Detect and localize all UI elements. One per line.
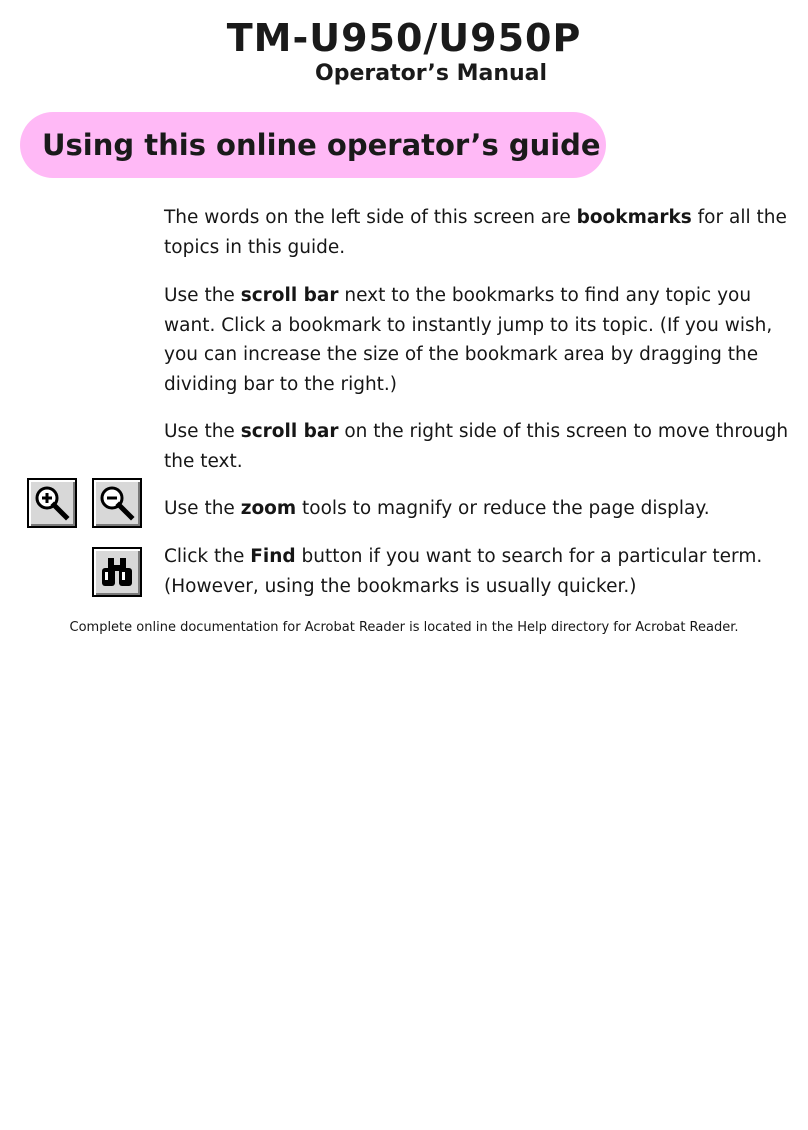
zoom-out-button[interactable] <box>92 478 142 528</box>
find-paragraph <box>164 542 794 601</box>
find-term: Find <box>250 546 296 567</box>
zoom-out-icon <box>98 484 136 522</box>
paragraph-text: Use the <box>164 285 241 306</box>
bookmarks-term: bookmarks <box>576 207 692 228</box>
scroll-bar-term: scroll bar <box>240 421 339 442</box>
paragraph-text: for all the topics in this guide. <box>164 207 787 258</box>
section-banner <box>20 112 606 178</box>
paragraph-text: next to the bookmarks to find any topic you want. Click a bookmark to instantly jump to its topic. (If you wish, you can increase the size of the bookmark area by dragging the dividing bar to the right.) <box>164 285 773 395</box>
scroll-bar-term: scroll bar <box>240 285 339 306</box>
document-title: TM-U950/U950P <box>226 16 582 60</box>
zoom-term: zoom <box>240 498 297 519</box>
bookmarks-paragraph <box>164 203 794 262</box>
text-scroll-paragraph <box>164 417 794 476</box>
zoom-in-button[interactable] <box>27 478 77 528</box>
paragraph-text: button if you want to search for a particular term. (However, using the bookmarks is usually quicker.) <box>164 546 763 597</box>
paragraph-text: The words on the left side of this screen are <box>164 207 577 228</box>
document-subtitle: Operator’s Manual <box>315 61 548 86</box>
paragraph-text: Use the <box>164 421 241 442</box>
paragraph-text: on the right side of this screen to move through the text. <box>164 421 789 472</box>
paragraph-text: tools to magnify or reduce the page display. <box>296 498 710 519</box>
zoom-in-icon <box>33 484 71 522</box>
section-heading: Using this online operator’s guide <box>42 128 601 162</box>
paragraph-text: Click the <box>164 546 251 567</box>
documentation-note: Complete online documentation for Acrobat Reader is located in the Help directory for Acrobat Reader. <box>69 620 739 635</box>
zoom-paragraph <box>164 494 794 524</box>
bookmark-scroll-paragraph <box>164 281 794 399</box>
binoculars-icon <box>98 553 136 591</box>
find-button[interactable] <box>92 547 142 597</box>
paragraph-text: Use the <box>164 498 241 519</box>
